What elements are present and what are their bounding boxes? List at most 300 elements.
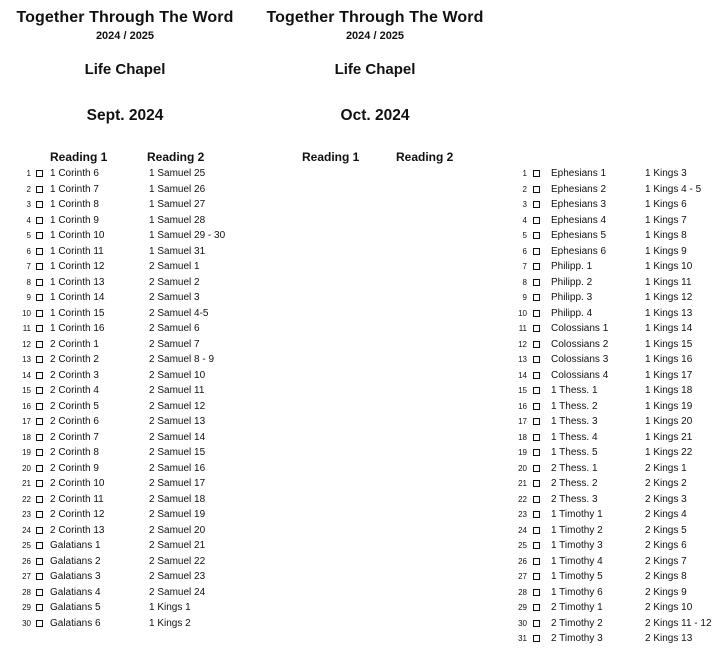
reading-1-text: Ephesians 6 (551, 245, 607, 257)
day-number: 10 (22, 308, 31, 318)
reading-row (0, 445, 250, 461)
reading-checkbox[interactable] (533, 263, 540, 270)
reading-row (250, 399, 693, 415)
reading-2-text: 1 Kings 13 (645, 307, 693, 319)
day-number: 24 (22, 525, 31, 535)
reading-row (250, 492, 687, 508)
reading-2-text: 2 Samuel 20 (149, 524, 206, 536)
reading-1-text: 1 Corinth 7 (50, 183, 99, 195)
day-number: 22 (22, 494, 31, 504)
day-number: 1 (26, 169, 31, 178)
reading-row (250, 275, 692, 291)
reading-row (0, 414, 250, 430)
reading-2-text: 2 Samuel 17 (149, 478, 206, 489)
reading-2-text: 2 Kings 11 - 12 (645, 617, 712, 629)
reading-checkbox[interactable] (533, 372, 540, 379)
reading-1-text: Ephesians 4 (551, 214, 607, 226)
reading-2-text: 1 Samuel 26 (149, 183, 206, 195)
reading-2-text: 1 Kings 9 (645, 245, 687, 257)
reading-checkbox[interactable] (533, 573, 540, 580)
reading-checkbox[interactable] (533, 217, 540, 224)
reading-2-text: 2 Kings 6 (645, 540, 687, 551)
reading-row (250, 383, 693, 399)
reading-1-text: 2 Corinth 6 (50, 416, 99, 427)
reading-2-text: 1 Samuel 28 (149, 214, 206, 226)
reading-2-text: 2 Kings 4 (645, 509, 687, 520)
reading-1-text: 1 Thess. 1 (551, 385, 598, 396)
day-number: 14 (518, 370, 527, 380)
reading-row (0, 321, 250, 337)
reading-1-text: 1 Thess. 4 (551, 431, 598, 443)
reading-row (0, 569, 250, 585)
day-number: 19 (518, 448, 527, 457)
reading-1-text: Colossians 3 (551, 354, 609, 365)
reading-row (0, 275, 250, 291)
reading-2-text: 1 Kings 8 (645, 230, 687, 241)
reading-checkbox[interactable] (36, 511, 43, 518)
day-number: 2 (26, 184, 31, 194)
reading-2-text: 2 Kings 9 (645, 586, 687, 598)
document-title: Together Through The Word (16, 9, 234, 26)
reading-1-text: 1 Corinth 10 (50, 230, 105, 241)
reading-row (250, 616, 712, 632)
reading-row (250, 569, 687, 585)
day-number: 23 (22, 510, 31, 519)
reading-2-text: 2 Samuel 10 (149, 369, 206, 381)
day-number: 30 (518, 618, 527, 628)
reading-2-text: 2 Kings 13 (645, 633, 693, 644)
reading-2-text: 2 Kings 1 (645, 462, 687, 474)
reading-1-text: Galatians 1 (50, 540, 101, 551)
reading-checkbox[interactable] (36, 294, 43, 301)
day-number: 27 (22, 572, 31, 581)
reading-row (0, 616, 250, 632)
reading-row (0, 197, 250, 213)
reading-1-text: 2 Thess. 1 (551, 462, 598, 474)
day-number: 9 (26, 293, 31, 302)
reading-row (250, 306, 693, 322)
reading-2-text: 2 Samuel 19 (149, 509, 206, 520)
reading-row (0, 182, 250, 198)
reading-checkbox[interactable] (533, 170, 540, 177)
reading-2-text: 2 Samuel 11 (149, 385, 205, 396)
reading-row (0, 244, 250, 260)
reading-2-text: 2 Samuel 23 (149, 571, 206, 582)
reading-checkbox[interactable] (36, 496, 43, 503)
reading-1-text: 2 Corinth 10 (50, 478, 105, 489)
day-number: 7 (522, 262, 527, 271)
reading-checkbox[interactable] (36, 465, 43, 472)
reading-1-text: Philipp. 4 (551, 307, 593, 319)
reading-1-text: 2 Corinth 4 (50, 385, 99, 396)
reading-2-text: 2 Kings 5 (645, 524, 687, 536)
reading-1-text: 2 Corinth 3 (50, 369, 99, 381)
reading-row (0, 399, 250, 415)
reading-checkbox[interactable] (36, 232, 43, 239)
reading-1-header: Reading 1 (302, 150, 360, 164)
reading-1-text: Ephesians 5 (551, 230, 607, 241)
reading-1-text: 1 Corinth 9 (50, 214, 99, 226)
day-number: 13 (518, 355, 527, 364)
day-number: 6 (26, 246, 31, 256)
reading-checkbox[interactable] (36, 403, 43, 410)
reading-2-text: 2 Kings 3 (645, 493, 687, 505)
reading-1-text: 1 Corinth 13 (50, 276, 105, 288)
month-heading: Sept. 2024 (86, 107, 164, 124)
reading-row (250, 321, 693, 337)
reading-row (250, 244, 687, 260)
reading-2-text: 1 Kings 17 (645, 369, 693, 381)
reading-checkbox[interactable] (533, 387, 540, 394)
reading-1-text: 1 Corinth 15 (50, 307, 105, 319)
reading-row (250, 554, 687, 570)
reading-2-text: 2 Samuel 12 (149, 400, 206, 412)
reading-1-text: 2 Thess. 3 (551, 493, 598, 505)
reading-checkbox[interactable] (533, 496, 540, 503)
reading-checkbox[interactable] (533, 542, 540, 549)
day-number: 15 (22, 386, 31, 395)
reading-checkbox[interactable] (533, 201, 540, 208)
reading-checkbox[interactable] (533, 434, 540, 441)
reading-1-text: 2 Corinth 7 (50, 431, 99, 443)
day-number: 23 (518, 510, 527, 519)
day-number: 30 (22, 618, 31, 628)
reading-checkbox[interactable] (533, 232, 540, 239)
reading-2-text: 2 Samuel 7 (149, 338, 200, 350)
reading-2-text: 1 Samuel 31 (149, 245, 206, 257)
reading-checkbox[interactable] (36, 217, 43, 224)
reading-checkbox[interactable] (533, 248, 540, 255)
reading-1-text: 1 Timothy 4 (551, 555, 603, 567)
reading-row (250, 166, 687, 182)
reading-1-text: 1 Timothy 3 (551, 540, 603, 551)
reading-row (250, 368, 693, 384)
reading-checkbox[interactable] (36, 480, 43, 487)
reading-checkbox[interactable] (36, 558, 43, 565)
day-number: 8 (522, 277, 527, 287)
reading-checkbox[interactable] (533, 558, 540, 565)
reading-row (0, 507, 250, 523)
reading-row (250, 414, 693, 430)
day-number: 28 (518, 587, 527, 597)
day-number: 25 (22, 541, 31, 550)
reading-row (250, 476, 687, 492)
reading-1-text: 1 Thess. 2 (551, 400, 598, 412)
reading-1-text: 2 Corinth 5 (50, 400, 99, 412)
reading-2-text: 2 Samuel 1 (149, 261, 200, 272)
reading-row (0, 523, 250, 539)
reading-row (250, 430, 693, 446)
reading-1-text: Galatians 6 (50, 617, 101, 629)
day-number: 11 (22, 324, 31, 333)
reading-row (0, 585, 250, 601)
day-number: 4 (522, 215, 527, 225)
reading-checkbox[interactable] (36, 201, 43, 208)
day-number: 29 (22, 603, 31, 612)
reading-row (0, 600, 250, 616)
day-number: 6 (522, 246, 527, 256)
reading-2-text: 1 Kings 12 (645, 292, 693, 303)
reading-2-text: 1 Kings 14 (645, 323, 693, 334)
reading-checkbox[interactable] (36, 170, 43, 177)
reading-1-text: 2 Corinth 11 (50, 493, 104, 505)
day-number: 20 (518, 463, 527, 473)
reading-1-text: 1 Corinth 16 (50, 323, 105, 334)
reading-checkbox[interactable] (533, 620, 540, 627)
reading-2-text: 1 Kings 18 (645, 385, 693, 396)
reading-2-text: 1 Samuel 27 (149, 199, 206, 210)
reading-checkbox[interactable] (533, 480, 540, 487)
reading-checkbox[interactable] (533, 403, 540, 410)
reading-2-text: 1 Kings 16 (645, 354, 693, 365)
reading-2-text: 1 Kings 22 (645, 447, 693, 458)
reading-1-header: Reading 1 (50, 150, 108, 164)
reading-2-header: Reading 2 (396, 150, 454, 164)
day-number: 20 (22, 463, 31, 473)
reading-2-text: 2 Samuel 3 (149, 292, 200, 303)
reading-1-text: 1 Timothy 6 (551, 586, 603, 598)
reading-checkbox[interactable] (533, 635, 540, 642)
day-number: 27 (518, 572, 527, 581)
reading-1-text: 2 Corinth 13 (50, 524, 105, 536)
reading-1-text: Philipp. 3 (551, 292, 593, 303)
reading-2-text: 2 Samuel 24 (149, 586, 206, 598)
reading-checkbox[interactable] (36, 418, 43, 425)
day-number: 5 (522, 231, 527, 240)
reading-2-text: 1 Kings 4 - 5 (645, 183, 702, 195)
reading-2-text: 2 Kings 7 (645, 555, 687, 567)
reading-1-text: 2 Corinth 12 (50, 509, 105, 520)
day-number: 19 (22, 448, 31, 457)
reading-checkbox[interactable] (36, 356, 43, 363)
reading-row (250, 228, 687, 244)
reading-1-text: Galatians 2 (50, 555, 101, 567)
day-number: 3 (26, 200, 31, 209)
day-number: 18 (22, 432, 31, 442)
reading-2-text: 2 Samuel 16 (149, 462, 206, 474)
day-number: 12 (22, 339, 31, 349)
reading-checkbox[interactable] (36, 434, 43, 441)
day-number: 3 (522, 200, 527, 209)
reading-checkbox[interactable] (36, 604, 43, 611)
reading-checkbox[interactable] (36, 449, 43, 456)
reading-2-text: 2 Samuel 2 (149, 276, 200, 288)
reading-checkbox[interactable] (533, 527, 540, 534)
reading-2-text: 2 Kings 10 (645, 602, 693, 613)
reading-2-text: 1 Kings 11 (645, 276, 692, 288)
chapel-name: Life Chapel (84, 61, 166, 78)
year-label: 2024 / 2025 (345, 30, 405, 42)
reading-2-text: 2 Samuel 22 (149, 555, 206, 567)
day-number: 26 (518, 556, 527, 566)
reading-row (250, 337, 693, 353)
reading-row (250, 631, 693, 647)
reading-1-text: Galatians 5 (50, 602, 101, 613)
reading-1-text: 2 Corinth 9 (50, 462, 99, 474)
day-number: 8 (26, 277, 31, 287)
reading-row (0, 430, 250, 446)
day-number: 7 (26, 262, 31, 271)
reading-row (250, 213, 687, 229)
reading-checkbox[interactable] (533, 294, 540, 301)
reading-2-text: 2 Samuel 15 (149, 447, 206, 458)
reading-row (0, 337, 250, 353)
reading-1-text: 1 Timothy 1 (551, 509, 603, 520)
reading-1-text: 1 Corinth 6 (50, 168, 99, 179)
day-number: 17 (518, 417, 527, 426)
reading-row (0, 259, 250, 275)
reading-checkbox[interactable] (36, 325, 43, 332)
reading-checkbox[interactable] (533, 341, 540, 348)
reading-row (250, 507, 687, 523)
reading-checkbox[interactable] (36, 186, 43, 193)
reading-1-text: Galatians 4 (50, 586, 101, 598)
reading-checkbox[interactable] (533, 356, 540, 363)
reading-checkbox[interactable] (533, 186, 540, 193)
reading-checkbox[interactable] (533, 511, 540, 518)
reading-1-text: 2 Timothy 2 (551, 617, 603, 629)
reading-checkbox[interactable] (533, 465, 540, 472)
day-number: 2 (522, 184, 527, 194)
reading-checkbox[interactable] (36, 527, 43, 534)
day-number: 10 (518, 308, 527, 318)
reading-1-text: 2 Corinth 1 (50, 338, 99, 350)
reading-2-text: 1 Kings 10 (645, 261, 693, 272)
reading-checkbox[interactable] (533, 325, 540, 332)
reading-row (0, 368, 250, 384)
reading-row (0, 352, 250, 368)
reading-2-text: 2 Samuel 18 (149, 493, 206, 505)
day-number: 5 (26, 231, 31, 240)
reading-row (0, 383, 250, 399)
reading-checkbox[interactable] (533, 418, 540, 425)
reading-1-text: Colossians 1 (551, 323, 609, 334)
day-number: 18 (518, 432, 527, 442)
reading-2-text: 2 Samuel 8 - 9 (149, 354, 215, 365)
reading-1-text: 1 Thess. 5 (551, 447, 598, 458)
reading-row (0, 492, 250, 508)
reading-row (250, 197, 687, 213)
reading-2-text: 2 Samuel 13 (149, 416, 206, 427)
reading-checkbox[interactable] (533, 449, 540, 456)
reading-1-text: Ephesians 2 (551, 183, 607, 195)
reading-1-text: Ephesians 3 (551, 199, 607, 210)
day-number: 22 (518, 494, 527, 504)
reading-1-text: Philipp. 1 (551, 261, 593, 272)
year-label: 2024 / 2025 (95, 30, 155, 42)
reading-2-text: 2 Kings 2 (645, 478, 687, 489)
reading-1-text: 1 Timothy 5 (551, 571, 603, 582)
day-number: 15 (518, 386, 527, 395)
reading-checkbox[interactable] (36, 310, 43, 317)
reading-row (250, 352, 693, 368)
reading-2-text: 1 Kings 1 (149, 602, 191, 613)
day-number: 25 (518, 541, 527, 550)
day-number: 9 (522, 293, 527, 302)
reading-row (250, 445, 693, 461)
reading-2-header: Reading 2 (147, 150, 205, 164)
reading-row (0, 554, 250, 570)
reading-row (0, 228, 250, 244)
day-number: 17 (22, 417, 31, 426)
day-number: 31 (518, 634, 527, 643)
reading-1-text: 2 Corinth 8 (50, 447, 99, 458)
reading-checkbox[interactable] (36, 341, 43, 348)
reading-2-text: 1 Kings 3 (645, 168, 687, 179)
reading-checkbox[interactable] (533, 310, 540, 317)
reading-2-text: 2 Samuel 4-5 (149, 307, 209, 319)
reading-2-text: 2 Kings 8 (645, 571, 687, 582)
reading-1-text: 1 Thess. 3 (551, 416, 598, 427)
reading-checkbox[interactable] (36, 248, 43, 255)
reading-checkbox[interactable] (36, 620, 43, 627)
reading-1-text: 1 Corinth 11 (50, 245, 104, 257)
reading-checkbox[interactable] (36, 372, 43, 379)
reading-row (0, 166, 250, 182)
reading-row (250, 523, 687, 539)
day-number: 13 (22, 355, 31, 364)
day-number: 14 (22, 370, 31, 380)
day-number: 4 (26, 215, 31, 225)
reading-2-text: 1 Kings 15 (645, 338, 693, 350)
reading-row (0, 306, 250, 322)
day-number: 26 (22, 556, 31, 566)
reading-row (0, 290, 250, 306)
day-number: 21 (518, 479, 527, 488)
reading-checkbox[interactable] (533, 279, 540, 286)
reading-2-text: 2 Samuel 6 (149, 323, 200, 334)
reading-2-text: 2 Samuel 14 (149, 431, 206, 443)
day-number: 16 (22, 401, 31, 411)
reading-checkbox[interactable] (36, 573, 43, 580)
reading-1-text: 1 Corinth 8 (50, 199, 99, 210)
reading-1-text: Philipp. 2 (551, 276, 593, 288)
reading-checkbox[interactable] (36, 387, 43, 394)
reading-1-text: 1 Corinth 12 (50, 261, 105, 272)
reading-1-text: Galatians 3 (50, 571, 101, 582)
reading-row (250, 600, 693, 616)
reading-row (250, 182, 702, 198)
reading-2-text: 1 Kings 19 (645, 400, 693, 412)
reading-1-text: 2 Timothy 3 (551, 633, 603, 644)
reading-checkbox[interactable] (533, 589, 540, 596)
reading-checkbox[interactable] (36, 542, 43, 549)
reading-checkbox[interactable] (36, 279, 43, 286)
reading-2-text: 1 Kings 21 (645, 431, 693, 443)
reading-1-text: 2 Timothy 1 (551, 602, 603, 613)
chapel-name: Life Chapel (334, 61, 416, 78)
reading-2-text: 1 Kings 7 (645, 214, 687, 226)
reading-checkbox[interactable] (533, 604, 540, 611)
reading-row (250, 259, 693, 275)
reading-1-text: 2 Thess. 2 (551, 478, 598, 489)
reading-2-text: 1 Kings 6 (645, 199, 687, 210)
reading-2-text: 1 Samuel 29 - 30 (149, 230, 226, 241)
reading-checkbox[interactable] (36, 589, 43, 596)
day-number: 28 (22, 587, 31, 597)
reading-row (0, 538, 250, 554)
reading-row (0, 461, 250, 477)
reading-2-text: 1 Samuel 25 (149, 168, 206, 179)
reading-row (250, 538, 687, 554)
reading-1-text: 1 Timothy 2 (551, 524, 603, 536)
reading-1-text: Colossians 2 (551, 338, 609, 350)
reading-1-text: Ephesians 1 (551, 168, 607, 179)
reading-checkbox[interactable] (36, 263, 43, 270)
day-number: 12 (518, 339, 527, 349)
reading-2-text: 1 Kings 2 (149, 617, 191, 629)
reading-row (0, 476, 250, 492)
